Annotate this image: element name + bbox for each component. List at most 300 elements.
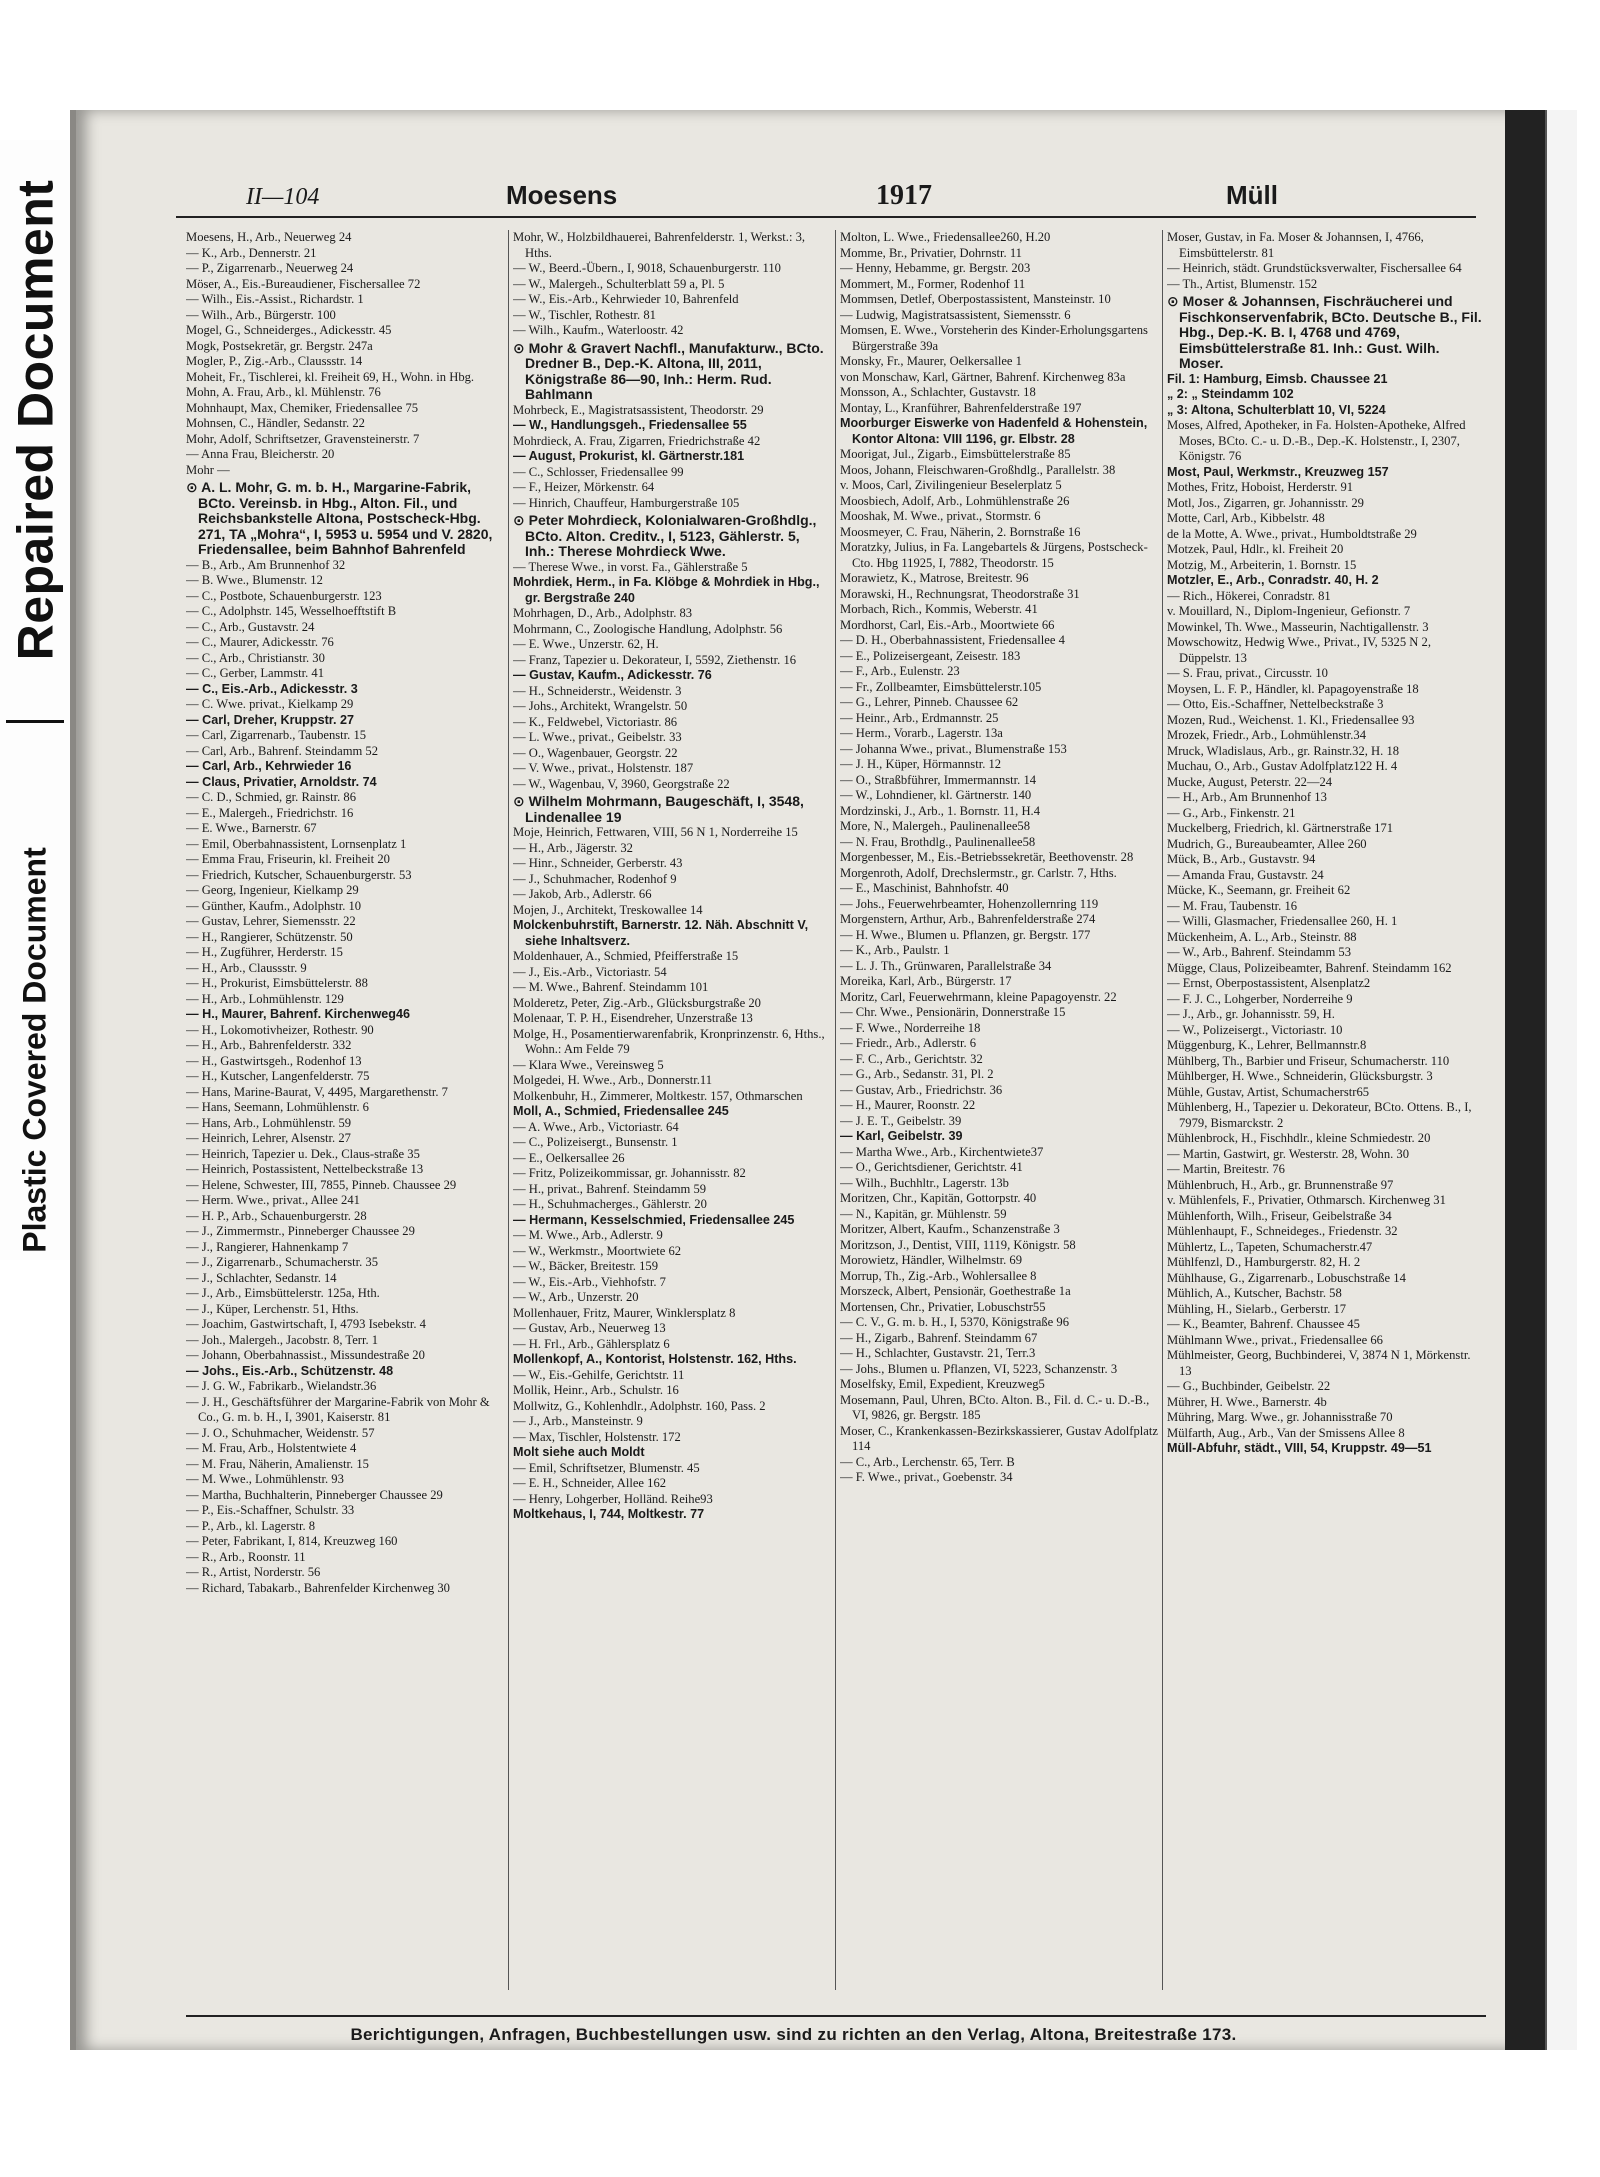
directory-entry: — Carl, Dreher, Kruppstr. 27 (186, 712, 354, 727)
directory-entry: Mühlich, A., Kutscher, Bachstr. 58 (1167, 1286, 1342, 1300)
directory-entry: — H., Maurer, Roonstr. 22 (840, 1098, 976, 1112)
directory-entry: — Hinr., Schneider, Gerberstr. 43 (513, 856, 683, 870)
directory-entry: — W., Arb., Bahrenf. Steindamm 53 (1167, 945, 1351, 959)
directory-entry: — Claus, Privatier, Arnoldstr. 74 (186, 774, 377, 789)
directory-entry: — H., Arb., Jägerstr. 32 (513, 840, 633, 855)
directory-entry: ⊙ Peter Mohrdieck, Kolonialwaren-Großhdlg., BCto. Alton. Creditv., I, 5123, Gählerstr. 5, Inh.: Therese Mohrdieck Wwe. (513, 512, 817, 559)
directory-entry: — Amanda Frau, Gustavstr. 24 (1167, 867, 1324, 882)
directory-entry: — G., Arb., Finkenstr. 21 (1167, 805, 1296, 820)
directory-columns (186, 230, 1486, 1990)
page-number: II—104 (246, 184, 320, 210)
directory-entry: Mollenhauer, Fritz, Maurer, Winklersplatz 8 (513, 1305, 736, 1320)
directory-entry: Moje, Heinrich, Fettwaren, VIII, 56 N 1, Norderreihe 15 (513, 825, 798, 839)
header-first-entry: Moesens (506, 180, 618, 210)
directory-entry: — C., Arb., Christianstr. 30 (186, 650, 325, 665)
directory-entry: — W., Polizeisergt., Victoriastr. 10 (1167, 1022, 1343, 1037)
directory-entry: ⊙ Moser & Johannsen, Fischräucherei und Fischkonservenfabrik, BCto. Deutsche B., Fil. Hbg., Dep.-K. B. I, 4768 und 4769, Eimsbüttelerstraße 81. Inh.: Gust. Wilh. Moser. (1167, 293, 1482, 371)
directory-entry: — H., Zigarb., Bahrenf. Steindamm 67 (840, 1330, 1038, 1345)
directory-entry: — H., Schlachter, Gustavstr. 21, Terr.3 (840, 1346, 1036, 1360)
directory-entry: — Joh., Malergeh., Jacobstr. 8, Terr. 1 (186, 1332, 379, 1347)
directory-entry: — C. Wwe. privat., Kielkamp 29 (186, 697, 354, 711)
directory-entry: — W., Eis.-Arb., Kehrwieder 10, Bahrenfeld (513, 292, 739, 306)
directory-entry: — E. H., Schneider, Allee 162 (513, 1476, 667, 1490)
directory-entry: — C., Postbote, Schauenburgerstr. 123 (186, 588, 382, 603)
directory-entry: Mohrhagen, D., Arb., Adolphstr. 83 (513, 606, 693, 620)
directory-entry: — Therese Wwe., in vorst. Fa., Gählerstraße 5 (513, 559, 748, 574)
directory-entry: Mühling, H., Sielarb., Gerberstr. 17 (1167, 1301, 1347, 1316)
directory-entry: — F., Heizer, Mörkenstr. 64 (513, 480, 655, 494)
directory-entry: Monsky, Fr., Maurer, Oelkersallee 1 (840, 354, 1022, 368)
directory-entry: Müggenburg, K., Lehrer, Bellmannstr.8 (1167, 1038, 1367, 1052)
directory-entry: Mohrdiek, Herm., in Fa. Klöbge & Mohrdiek in Hbg., gr. Bergstraße 240 (513, 575, 820, 605)
directory-entry: — W., Malergeh., Schulterblatt 59 a, Pl. 5 (513, 276, 725, 291)
directory-entry: — Johs., Feuerwehrbeamter, Hohenzollernring 119 (840, 896, 1099, 911)
directory-entry: — C., Adolphstr. 145, Wesselhoefftstift B (186, 604, 397, 618)
directory-entry: Molton, L. Wwe., Friedensallee260, H.20 (840, 230, 1051, 244)
directory-entry: Mohn, A. Frau, Arb., kl. Mühlenstr. 76 (186, 385, 381, 399)
directory-entry: Moysen, L. F. P., Händler, kl. Papagoyenstraße 18 (1167, 681, 1419, 696)
directory-entry: Mogel, G., Schneiderges., Adickesstr. 45 (186, 323, 392, 337)
directory-entry: — Gustav, Kaufm., Adickesstr. 76 (513, 668, 712, 682)
directory-entry: Mozen, Rud., Weichenst. 1. Kl., Friedensallee 93 (1167, 712, 1415, 727)
directory-entry: — Jakob, Arb., Adlerstr. 66 (513, 887, 652, 901)
directory-entry: Montay, L., Kranführer, Bahrenfelderstraße 197 (840, 400, 1082, 415)
directory-entry: Mooshak, M. Wwe., privat., Stormstr. 6 (840, 509, 1041, 523)
directory-entry: Moorigat, Jul., Zigarb., Eimsbüttelerstraße 85 (840, 447, 1071, 461)
directory-entry: Molge, H., Posamentierwarenfabrik, Kronprinzenstr. 6, Hths., Wohn.: Am Felde 79 (513, 1026, 825, 1056)
directory-entry: Mowinkel, Th. Wwe., Masseurin, Nachtigallenstr. 3 (1167, 619, 1429, 634)
directory-entry: — Hans, Seemann, Lohmühlenstr. 6 (186, 1100, 369, 1114)
directory-entry: — F. Wwe., privat., Goebenstr. 34 (840, 1470, 1013, 1484)
directory-entry: — Emma Frau, Friseurin, kl. Freiheit 20 (186, 852, 390, 866)
directory-entry: Motzig, M., Arbeiterin, 1. Bornstr. 15 (1167, 557, 1357, 572)
directory-entry: — P., Eis.-Schaffner, Schulstr. 33 (186, 1503, 355, 1517)
directory-entry: — W., Lohndiener, kl. Gärtnerstr. 140 (840, 788, 1032, 802)
directory-entry: — W., Beerd.-Übern., I, 9018, Schauenburgerstr. 110 (513, 261, 781, 275)
directory-entry: Molderetz, Peter, Zig.-Arb., Glücksburgstraße 20 (513, 995, 761, 1010)
directory-entry: Müll-Abfuhr, städt., VIII, 54, Kruppstr. 49—51 (1167, 1441, 1432, 1455)
directory-entry: Morrup, Th., Zig.-Arb., Wohlersallee 8 (840, 1268, 1037, 1283)
directory-entry: Molenaar, T. P. H., Eisendreher, Unzerstraße 13 (513, 1011, 753, 1025)
directory-entry: Mücke, K., Seemann, gr. Freiheit 62 (1167, 883, 1351, 897)
directory-entry: — J. E. T., Geibelstr. 39 (840, 1113, 962, 1128)
directory-entry: — W., Bäcker, Breitestr. 159 (513, 1259, 658, 1273)
directory-entry: — Helene, Schwester, III, 7855, Pinneb. Chaussee 29 (186, 1177, 457, 1192)
directory-entry: Molgedei, H. Wwe., Arb., Donnerstr.11 (513, 1073, 713, 1087)
directory-entry: Mowschowitz, Hedwig Wwe., Privat., IV, 5325 N 2, Düppelstr. 13 (1167, 635, 1431, 665)
directory-entry: — Gustav, Arb., Neuerweg 13 (513, 1321, 666, 1335)
directory-entry: — C., Arb., Lerchenstr. 65, Terr. B (840, 1454, 1015, 1469)
directory-entry: — M. Wwe., Bahrenf. Steindamm 101 (513, 980, 709, 994)
directory-entry: — H., Prokurist, Eimsbüttelerstr. 88 (186, 976, 368, 990)
directory-entry: Morawietz, K., Matrose, Breitestr. 96 (840, 571, 1029, 585)
label-divider (6, 720, 64, 723)
directory-entry: — E. Wwe., Barnerstr. 67 (186, 821, 317, 835)
directory-entry: — J., Arb., gr. Johannisstr. 59, H. (1167, 1007, 1335, 1021)
directory-entry: — J., Arb., Mansteinstr. 9 (513, 1414, 643, 1428)
directory-entry: — J. O., Schuhmacher, Weidenstr. 57 (186, 1425, 375, 1440)
directory-entry: — C., Schlosser, Friedensallee 99 (513, 464, 684, 479)
directory-entry: — Emil, Schriftsetzer, Blumenstr. 45 (513, 1460, 700, 1475)
directory-entry: Moser, C., Krankenkassen-Bezirkskassierer, Gustav Adolfplatz 114 (840, 1423, 1158, 1453)
directory-entry: — Martin, Breitestr. 76 (1167, 1162, 1285, 1176)
directory-entry: Mohnhaupt, Max, Chemiker, Friedensallee 75 (186, 400, 419, 415)
directory-entry: — E., Polizeisergeant, Zeisestr. 183 (840, 648, 1021, 663)
directory-entry: — Heinrich, Lehrer, Alsenstr. 27 (186, 1131, 351, 1145)
directory-entry: — K., Feldwebel, Victoriastr. 86 (513, 714, 678, 729)
directory-entry: — J., Rangierer, Hahnenkamp 7 (186, 1239, 349, 1254)
directory-entry: de la Motte, A. Wwe., privat., Humboldtstraße 29 (1167, 526, 1417, 541)
directory-entry: ⊙ Mohr & Gravert Nachfl., Manufakturw., BCto. Dredner B., Dep.-K. Altona, III, 2011, Königstraße 86—90, Inh.: Herm. Rud. Bahlmann (513, 339, 824, 402)
directory-entry: — Friedr., Arb., Adlerstr. 6 (840, 1036, 977, 1050)
column-4 (1167, 230, 1485, 1990)
directory-entry: Mortensen, Chr., Privatier, Lobuschstr55 (840, 1299, 1046, 1314)
directory-entry: — R., Artist, Norderstr. 56 (186, 1565, 321, 1579)
directory-entry: Moll, A., Schmied, Friedensallee 245 (513, 1104, 729, 1118)
directory-entry: Moser, Gustav, in Fa. Moser & Johannsen, I, 4766, Eimsbüttelerstr. 81 (1167, 230, 1424, 260)
directory-entry: — Ernst, Oberpostassistent, Alsenplatz2 (1167, 976, 1371, 990)
directory-entry: — Anna Frau, Bleicherstr. 20 (186, 447, 335, 461)
directory-entry: — C., Gerber, Lammstr. 41 (186, 666, 325, 680)
directory-entry: Mühlenberg, H., Tapezier u. Dekorateur, BCto. Ottens. B., I, 7979, Bismarckstr. 2 (1167, 1100, 1472, 1130)
directory-entry: Mühlberg, Th., Barbier und Friseur, Schumacherstr. 110 (1167, 1053, 1450, 1068)
directory-entry: Moorburger Eiswerke von Hadenfeld & Hohenstein, Kontor Altona: VIII 1196, gr. Elbstr. 28 (840, 416, 1148, 446)
directory-entry: — Hinrich, Chauffeur, Hamburgerstraße 105 (513, 495, 740, 510)
directory-entry: — Johs., Architekt, Wrangelstr. 50 (513, 699, 688, 713)
directory-entry: — Franz, Tapezier u. Dekorateur, I, 5592, Ziethenstr. 16 (513, 652, 797, 667)
directory-entry: Morawski, H., Rechnungsrat, Theodorstraße 31 (840, 586, 1080, 601)
directory-entry: Motzek, Paul, Hdlr., kl. Freiheit 20 (1167, 542, 1344, 556)
directory-entry: Most, Paul, Werkmstr., Kreuzweg 157 (1167, 464, 1389, 479)
directory-entry: Mühlfenzl, D., Hamburgerstr. 82, H. 2 (1167, 1255, 1361, 1269)
directory-entry: — Heinrich, Tapezier u. Dek., Claus-straße 35 (186, 1146, 420, 1161)
directory-entry: — F. Wwe., Norderreihe 18 (840, 1020, 981, 1035)
directory-entry: Motzler, E., Arb., Conradstr. 40, H. 2 (1167, 573, 1379, 587)
directory-entry: — H., Schuhmacherges., Gählerstr. 20 (513, 1197, 707, 1211)
header-year: 1917 (876, 180, 932, 211)
directory-entry: Moltkehaus, I, 744, Moltkestr. 77 (513, 1507, 705, 1521)
directory-entry: — J., Schlachter, Sedanstr. 14 (186, 1270, 337, 1285)
archive-label-strip (0, 140, 71, 1260)
directory-entry: — W., Eis.-Gehilfe, Gerichtstr. 11 (513, 1367, 685, 1382)
directory-entry: — C. V., G. m. b. H., I, 5370, Königstraße 96 (840, 1315, 1070, 1329)
directory-entry: — H. Wwe., Blumen u. Pflanzen, gr. Bergstr. 177 (840, 927, 1091, 942)
directory-entry: — Carl, Arb., Kehrwieder 16 (186, 759, 352, 773)
directory-entry: Mollenkopf, A., Kontorist, Holstenstr. 162, Hths. (513, 1352, 797, 1366)
directory-entry: — D. H., Oberbahnassistent, Friedensallee 4 (840, 633, 1065, 647)
directory-entry: Mohrdieck, A. Frau, Zigarren, Friedrichstraße 42 (513, 433, 761, 448)
next-page-edge (1545, 110, 1577, 2050)
directory-entry: — H., Arb., Bahrenfelderstr. 332 (186, 1038, 352, 1052)
directory-entry: — Johs., Eis.-Arb., Schützenstr. 48 (186, 1363, 394, 1378)
directory-entry: — Gustav, Arb., Friedrichstr. 36 (840, 1082, 1003, 1097)
directory-entry: Moosmeyer, C. Frau, Näherin, 2. Bornstraße 16 (840, 524, 1081, 539)
directory-entry: Mordzinski, J., Arb., 1. Bornstr. 11, H.4 (840, 803, 1040, 818)
directory-entry: Mohr, W., Holzbildhauerei, Bahrenfelderstr. 1, Werkst.: 3, Hths. (513, 230, 806, 260)
directory-entry: — J., Arb., Eimsbüttelerstr. 125a, Hth. (186, 1286, 380, 1300)
directory-entry: — Herm., Vorarb., Lagerstr. 13a (840, 726, 1003, 740)
directory-entry: — Martin, Gastwirt, gr. Westerstr. 28, Wohn. 30 (1167, 1146, 1410, 1161)
directory-entry: — J. H., Geschäftsführer der Margarine-Fabrik von Mohr & Co., G. m. b. H., I, 3901, Kaiserstr. 81 (186, 1394, 490, 1424)
directory-entry: — Heinrich, Postassistent, Nettelbeckstraße 13 (186, 1162, 424, 1176)
directory-entry: Mollik, Heinr., Arb., Schulstr. 16 (513, 1383, 679, 1397)
directory-entry: Moselfsky, Emil, Expedient, Kreuzweg5 (840, 1377, 1045, 1391)
directory-entry: — O., Wagenbauer, Georgstr. 22 (513, 745, 678, 760)
directory-entry: — Th., Artist, Blumenstr. 152 (1167, 276, 1318, 291)
directory-entry: — F., Arb., Eulenstr. 23 (840, 664, 960, 678)
directory-entry: Moos, Johann, Fleischwaren-Großhdlg., Parallelstr. 38 (840, 462, 1116, 477)
directory-entry: — H., Maurer, Bahrenf. Kirchenweg46 (186, 1007, 410, 1021)
directory-entry: — H., Arb., Am Brunnenhof 13 (1167, 790, 1327, 804)
directory-entry: — H., Schneiderstr., Weidenstr. 3 (513, 683, 682, 698)
directory-entry: Mülfarth, Aug., Arb., Van der Smissens Allee 8 (1167, 1425, 1405, 1440)
directory-entry: — Johanna Wwe., privat., Blumenstraße 153 (840, 741, 1067, 756)
directory-entry: — Willi, Glasmacher, Friedensallee 260, H. 1 (1167, 914, 1398, 928)
directory-entry: Monsson, A., Schlachter, Gustavstr. 18 (840, 385, 1036, 399)
directory-entry: — K., Beamter, Bahrenf. Chaussee 45 (1167, 1317, 1360, 1331)
directory-entry: Motte, Carl, Arb., Kibbelstr. 48 (1167, 511, 1325, 525)
column-divider (508, 230, 509, 1990)
directory-entry: — R., Arb., Roonstr. 11 (186, 1549, 306, 1564)
directory-entry: — C., Eis.-Arb., Adickesstr. 3 (186, 681, 358, 696)
directory-entry: — J., Schuhmacher, Rodenhof 9 (513, 871, 677, 886)
page-footer: Berichtigungen, Anfragen, Buchbestellungen usw. sind zu richten an den Verlag, Altona, Breitestraße 173. (350, 2025, 1237, 2044)
directory-entry: — K., Arb., Dennerstr. 21 (186, 245, 317, 260)
directory-entry: Morszeck, Albert, Pensionär, Goethestraße 1a (840, 1284, 1071, 1298)
directory-entry: Mojen, J., Architekt, Treskowallee 14 (513, 902, 703, 917)
directory-entry: Muckelberg, Friedrich, kl. Gärtnerstraße 171 (1167, 821, 1394, 835)
repaired-document-label (6, 140, 64, 700)
directory-entry: — Johann, Oberbahnassist., Missundestraße 20 (186, 1348, 425, 1362)
directory-entry: — E., Oelkersallee 26 (513, 1150, 625, 1165)
directory-entry: — J., Eis.-Arb., Victoriastr. 54 (513, 964, 667, 979)
directory-entry: Mudrich, G., Bureaubeamter, Allee 260 (1167, 836, 1367, 851)
directory-entry: „ 2: „ Steindamm 102 (1167, 387, 1294, 401)
directory-entry: — W., Wagenbau, V, 3960, Georgstraße 22 (513, 776, 730, 791)
directory-entry: — K., Arb., Paulstr. 1 (840, 943, 950, 957)
directory-entry: — N. Frau, Brothdlg., Paulinenallee58 (840, 834, 1036, 849)
directory-entry: Mucke, August, Peterstr. 22—24 (1167, 774, 1333, 789)
directory-entry: Mohrbeck, E., Magistratsassistent, Theodorstr. 29 (513, 402, 764, 417)
directory-entry: — W., Werkmstr., Moortwiete 62 (513, 1243, 682, 1258)
directory-entry: — L. J. Th., Grünwaren, Parallelstraße 34 (840, 958, 1052, 973)
plastic-covered-label (6, 730, 64, 1370)
directory-entry: Mruck, Wladislaus, Arb., gr. Rainstr.32, H. 18 (1167, 743, 1400, 758)
directory-entry: — J., Küper, Lerchenstr. 51, Hths. (186, 1301, 359, 1316)
directory-entry: Molckenbuhrstift, Barnerstr. 12. Näh. Abschnitt V, siehe Inhaltsverz. (513, 918, 809, 948)
directory-entry: Moritzson, J., Dentist, VIII, 1119, Königstr. 58 (840, 1237, 1076, 1252)
directory-entry: — Chr. Wwe., Pensionärin, Donnerstraße 15 (840, 1005, 1066, 1019)
directory-entry: Morgenroth, Adolf, Drechslermstr., gr. Carlstr. 7, Hths. (840, 865, 1117, 880)
directory-entry: Morgenstern, Arthur, Arb., Bahrenfelderstraße 274 (840, 912, 1096, 926)
directory-entry: — Hans, Marine-Baurat, V, 4495, Margarethenstr. 7 (186, 1084, 448, 1099)
directory-entry: — E. Wwe., Unzerstr. 62, H. (513, 637, 659, 651)
directory-entry: Moheit, Fr., Tischlerei, kl. Freiheit 69, H., Wohn. in Hbg. (186, 369, 475, 384)
directory-entry: Motl, Jos., Zigarren, gr. Johannisstr. 29 (1167, 495, 1364, 510)
directory-entry: Mück, B., Arb., Gustavstr. 94 (1167, 852, 1316, 866)
directory-entry: — F. J. C., Lohgerber, Norderreihe 9 (1167, 991, 1353, 1006)
plastic-covered-text: Plastic Covered Document (17, 847, 54, 1253)
directory-entry: — Emil, Oberbahnassistent, Lornsenplatz 1 (186, 836, 407, 851)
directory-entry: — Max, Tischler, Holstenstr. 172 (513, 1429, 681, 1444)
directory-page (70, 110, 1511, 2050)
directory-entry: — Richard, Tabakarb., Bahrenfelder Kirchenweg 30 (186, 1580, 450, 1595)
directory-entry: — Martha Wwe., Arb., Kirchentwiete37 (840, 1144, 1044, 1159)
directory-entry: — Henny, Hebamme, gr. Bergstr. 203 (840, 261, 1031, 275)
directory-entry: Mühlenbruch, H., Arb., gr. Brunnenstraße 97 (1167, 1177, 1394, 1192)
directory-entry: — Carl, Zigarrenarb., Taubenstr. 15 (186, 728, 367, 742)
directory-entry: — H., Arb., Lohmühlenstr. 129 (186, 991, 344, 1006)
directory-entry: Mohr, Adolf, Schriftsetzer, Gravensteinerstr. 7 (186, 431, 420, 446)
directory-entry: — H. Frl., Arb., Gählersplatz 6 (513, 1336, 670, 1351)
column-divider (1162, 230, 1163, 1990)
directory-entry: — Günther, Kaufm., Adolphstr. 10 (186, 898, 362, 913)
directory-entry: Mühlmann Wwe., privat., Friedensallee 66 (1167, 1332, 1383, 1347)
directory-entry: — W., Handlungsgeh., Friedensallee 55 (513, 418, 747, 432)
directory-entry: More, N., Malergeh., Paulinenallee58 (840, 819, 1031, 833)
directory-entry: — E., Maschinist, Bahnhofstr. 40 (840, 881, 1009, 895)
directory-entry: Moosbiech, Adolf, Arb., Lohmühlenstraße 26 (840, 493, 1070, 508)
directory-entry: Morgenbesser, M., Eis.-Betriebssekretär, Beethovenstr. 28 (840, 850, 1134, 864)
directory-entry: Mühlmeister, Georg, Buchbinderei, V, 3874 N 1, Mörkenstr. 13 (1167, 1348, 1471, 1378)
directory-entry: — J., Zimmermstr., Pinneberger Chaussee 29 (186, 1224, 415, 1238)
directory-entry: Mollwitz, G., Kohlenhdlr., Adolphstr. 160, Pass. 2 (513, 1398, 766, 1413)
directory-entry: v. Mühlenfels, F., Privatier, Othmarsch. Kirchenweg 31 (1167, 1193, 1446, 1207)
directory-entry: — Henry, Lohgerber, Holländ. Reihe93 (513, 1491, 713, 1506)
directory-entry: Moritzen, Chr., Kapitän, Gottorpstr. 40 (840, 1191, 1037, 1205)
directory-entry: — Carl, Arb., Bahrenf. Steindamm 52 (186, 743, 379, 758)
directory-entry: — W., Tischler, Rothestr. 81 (513, 307, 656, 322)
directory-entry: — M. Wwe., Lohmühlenstr. 93 (186, 1472, 344, 1486)
directory-entry: — B., Arb., Am Brunnenhof 32 (186, 557, 346, 572)
directory-entry: — C. D., Schmied, gr. Rainstr. 86 (186, 790, 357, 804)
directory-entry: Mührer, H. Wwe., Barnerstr. 4b (1167, 1394, 1327, 1409)
directory-entry: Mordhorst, Carl, Eis.-Arb., Moortwiete 66 (840, 617, 1055, 632)
directory-entry: — Gustav, Lehrer, Siemensstr. 22 (186, 914, 356, 928)
directory-entry: ⊙ A. L. Mohr, G. m. b. H., Margarine-Fabrik, BCto. Vereinsb. in Hbg., Alton. Fil., und Reichsbankstelle Altona, Postscheck-Hbg. 271, TA „Mohra“, I, 5953 u. 5954 und V. 2820, Friedensallee, beim Bahnhof Bahrenfeld (186, 479, 493, 557)
directory-entry: — H., Arb., Claussstr. 9 (186, 960, 307, 975)
directory-entry: Moritzer, Albert, Kaufm., Schanzenstraße 3 (840, 1222, 1060, 1236)
directory-entry: Mogk, Postsekretär, gr. Bergstr. 247a (186, 338, 373, 353)
directory-entry: Moses, Alfred, Apotheker, in Fa. Holsten-Apotheke, Alfred Moses, BCto. C.- u. D.-B., Dep.-K. Holstenstr., I, 2307, Königstr. 76 (1167, 418, 1466, 463)
directory-entry: ⊙ Wilhelm Mohrmann, Baugeschäft, I, 3548, Lindenallee 19 (513, 793, 804, 825)
directory-entry: — Georg, Ingenieur, Kielkamp 29 (186, 883, 359, 897)
directory-entry: Mühlhause, G., Zigarrenarb., Lobuschstraße 14 (1167, 1270, 1406, 1285)
directory-entry: — C., Polizeisergt., Bunsenstr. 1 (513, 1135, 678, 1149)
directory-entry: — B. Wwe., Blumenstr. 12 (186, 573, 323, 587)
directory-entry: — J. G. W., Fabrikarb., Wielandstr.36 (186, 1379, 377, 1393)
directory-entry: — Wilh., Kaufm., Waterloostr. 42 (513, 323, 684, 337)
directory-entry: — Otto, Eis.-Schaffner, Nettelbeckstraße 3 (1167, 697, 1384, 711)
directory-entry: — Fritz, Polizeikommissar, gr. Johannisstr. 82 (513, 1166, 746, 1180)
directory-entry: „ 3: Altona, Schulterblatt 10, VI, 5224 (1167, 402, 1386, 417)
directory-entry: — H., Zugführer, Herderstr. 15 (186, 945, 343, 959)
directory-entry: Moritz, Carl, Feuerwehrmann, kleine Papagoyenstr. 22 (840, 989, 1117, 1004)
directory-entry: — G., Lehrer, Pinneb. Chaussee 62 (840, 695, 1019, 709)
directory-entry: Mühlenforth, Wilh., Friseur, Geibelstraße 34 (1167, 1208, 1392, 1223)
directory-entry: — G., Buchbinder, Geibelstr. 22 (1167, 1379, 1331, 1393)
directory-entry: — V. Wwe., privat., Holstenstr. 187 (513, 761, 694, 775)
directory-entry: — Herm. Wwe., privat., Allee 241 (186, 1193, 360, 1207)
directory-entry: Muchau, O., Arb., Gustav Adolfplatz122 H. 4 (1167, 759, 1398, 773)
directory-entry: — Johs., Blumen u. Pflanzen, VI, 5223, Schanzenstr. 3 (840, 1361, 1118, 1376)
directory-entry: — August, Prokurist, kl. Gärtnerstr.181 (513, 449, 745, 463)
directory-entry: — O., Straßbführer, Immermannstr. 14 (840, 772, 1037, 787)
directory-entry: Moesens, H., Arb., Neuerweg 24 (186, 230, 352, 244)
page-header (176, 176, 1476, 218)
footer-rule (186, 2015, 1486, 2017)
directory-entry: — Hans, Arb., Lohmühlenstr. 59 (186, 1115, 352, 1130)
directory-entry: Mothes, Fritz, Hoboist, Herderstr. 91 (1167, 480, 1354, 494)
directory-entry: — Karl, Geibelstr. 39 (840, 1129, 963, 1143)
directory-entry: Momsen, E. Wwe., Vorsteherin des Kinder-Erholungsgartens Bürgerstraße 39a (840, 323, 1148, 353)
directory-entry: — Wilh., Buchhltr., Lagerstr. 13b (840, 1175, 1009, 1190)
repaired-document-text: Repaired Document (7, 179, 64, 661)
directory-entry: v. Moos, Carl, Zivilingenieur Beselerplatz 5 (840, 478, 1062, 492)
directory-entry: Moreika, Karl, Arb., Bürgerstr. 17 (840, 974, 1012, 988)
directory-entry: — M. Frau, Arb., Holstentwiete 4 (186, 1441, 357, 1455)
directory-entry: Mühlberger, H. Wwe., Schneiderin, Glücksburgstr. 3 (1167, 1069, 1433, 1083)
directory-entry: Morowietz, Händler, Wilhelmstr. 69 (840, 1253, 1023, 1267)
directory-entry: Morbach, Rich., Kommis, Weberstr. 41 (840, 602, 1038, 616)
directory-entry: — W., Arb., Unzerstr. 20 (513, 1290, 639, 1304)
directory-entry: Mrozek, Friedr., Arb., Lohmühlenstr.34 (1167, 728, 1367, 742)
directory-entry: Möser, A., Eis.-Bureaudiener, Fischersallee 72 (186, 276, 421, 291)
column-divider (835, 230, 836, 1990)
directory-entry: Mühlenbrock, H., Fischhdlr., kleine Schmiedestr. 20 (1167, 1131, 1431, 1145)
directory-entry: — Martha, Buchhalterin, Pinneberger Chaussee 29 (186, 1487, 443, 1502)
directory-entry: — J., Zigarrenarb., Schumacherstr. 35 (186, 1255, 378, 1269)
directory-entry: Mügge, Claus, Polizeibeamter, Bahrenf. Steindamm 162 (1167, 960, 1452, 975)
column-3 (840, 230, 1158, 1990)
directory-entry: v. Mouillard, N., Diplom-Ingenieur, Gefionstr. 7 (1167, 604, 1411, 618)
directory-entry: — A. Wwe., Arb., Victoriastr. 64 (513, 1119, 679, 1134)
directory-entry: — C., Maurer, Adickesstr. 76 (186, 635, 334, 649)
directory-entry: Mühring, Marg. Wwe., gr. Johannisstraße 70 (1167, 1410, 1393, 1424)
directory-entry: — Heinr., Arb., Erdmannstr. 25 (840, 710, 999, 725)
directory-entry: Molkenbuhr, H., Zimmerer, Moltkestr. 157, Othmarschen (513, 1088, 803, 1103)
binding-edge (1505, 110, 1545, 2050)
directory-entry: — H., privat., Bahrenf. Steindamm 59 (513, 1181, 707, 1196)
directory-entry: — H. P., Arb., Schauenburgerstr. 28 (186, 1208, 367, 1223)
directory-entry: Mommert, M., Former, Rodenhof 11 (840, 276, 1026, 291)
directory-entry: — Peter, Fabrikant, I, 814, Kreuzweg 160 (186, 1534, 398, 1548)
directory-entry: Mühlertz, L., Tapeten, Schumacherstr.47 (1167, 1239, 1373, 1254)
directory-entry: Mohnsen, C., Händler, Sedanstr. 22 (186, 416, 365, 430)
directory-entry: Mohrmann, C., Zoologische Handlung, Adolphstr. 56 (513, 621, 783, 636)
directory-entry: — Ludwig, Magistratsassistent, Siemensstr. 6 (840, 307, 1071, 322)
directory-entry: Moratzky, Julius, in Fa. Langebartels & Jürgens, Postscheck-Cto. Hbg 11925, I, 7882, Theodorstr. 15 (840, 540, 1148, 570)
directory-entry: — Fr., Zollbeamter, Eimsbüttelerstr.105 (840, 679, 1042, 694)
directory-entry: — C., Arb., Gustavstr. 24 (186, 619, 315, 634)
directory-entry: Mommsen, Detlef, Oberpostassistent, Mansteinstr. 10 (840, 292, 1111, 306)
directory-entry: Mückenheim, A. L., Arb., Steinstr. 88 (1167, 929, 1357, 944)
directory-entry: — M. Frau, Näherin, Amalienstr. 15 (186, 1456, 369, 1471)
directory-entry: — Heinrich, städt. Grundstücksverwalter, Fischersallee 64 (1167, 261, 1462, 275)
directory-entry: Mosemann, Paul, Uhren, BCto. Alton. B., Fil. d. C.- u. D.-B., VI, 9826, gr. Bergstr. 185 (840, 1392, 1150, 1422)
directory-entry: Mogler, P., Zig.-Arb., Claussstr. 14 (186, 354, 363, 368)
directory-entry: — F. C., Arb., Gerichtstr. 32 (840, 1051, 983, 1066)
directory-entry: Mohr — (186, 462, 230, 477)
directory-entry: — S. Frau, privat., Circusstr. 10 (1167, 666, 1328, 680)
directory-entry: — N., Kapitän, gr. Mühlenstr. 59 (840, 1206, 1007, 1221)
directory-entry: Moldenhauer, A., Schmied, Pfeifferstraße 15 (513, 949, 739, 963)
directory-entry: — E., Malergeh., Friedrichstr. 16 (186, 805, 354, 820)
directory-entry: — Rich., Hökerei, Conradstr. 81 (1167, 588, 1331, 603)
directory-entry: Mühlenhaupt, F., Schneideges., Friedenstr. 32 (1167, 1224, 1398, 1238)
directory-entry: — M. Frau, Taubenstr. 16 (1167, 898, 1298, 913)
directory-entry: Momme, Br., Privatier, Dohrnstr. 11 (840, 245, 1022, 260)
